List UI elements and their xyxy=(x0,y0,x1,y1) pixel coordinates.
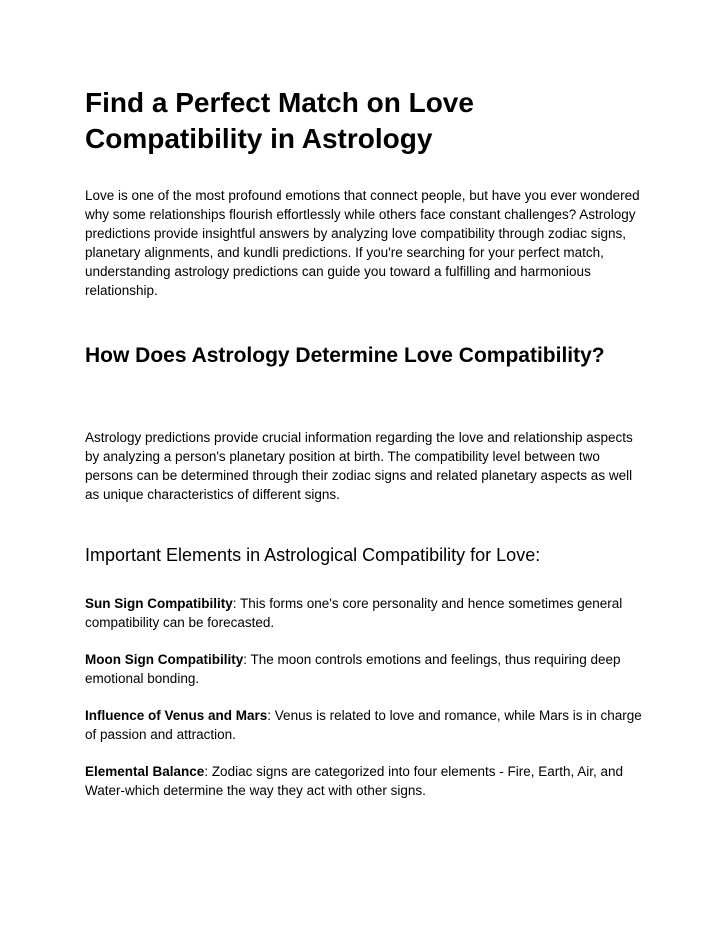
element-item-moon-sign xyxy=(85,650,645,688)
elements-subheading: Important Elements in Astrological Compatibility for Love: xyxy=(85,545,541,565)
element-description: : Zodiac signs are categorized into four elements - Fire, Earth, Air, and Water-which determine the way they act with other signs. xyxy=(85,764,624,798)
document-title: Find a Perfect Match on Love Compatibility in Astrology xyxy=(85,87,474,154)
element-item-sun-sign xyxy=(85,594,645,632)
element-term: Elemental Balance xyxy=(85,764,205,779)
section-heading: How Does Astrology Determine Love Compatibility? xyxy=(85,344,605,367)
element-description: : This forms one's core personality and hence sometimes general compatibility can be forecasted. xyxy=(85,596,623,630)
element-item-elemental-balance xyxy=(85,762,645,800)
section-paragraph: Astrology predictions provide crucial information regarding the love and relationship aspects by analyzing a person's planetary position at birth. The compatibility level between two persons can be determined through their zodiac signs and related planetary aspects as well as unique characteristics of different signs. xyxy=(85,430,633,502)
element-term: Influence of Venus and Mars xyxy=(85,708,268,723)
element-term: Sun Sign Compatibility xyxy=(85,596,233,611)
element-item-venus-mars xyxy=(85,706,645,744)
element-description: : The moon controls emotions and feelings, thus requiring deep emotional bonding. xyxy=(85,652,621,686)
element-description: : Venus is related to love and romance, while Mars is in charge of passion and attraction. xyxy=(85,708,642,742)
intro-paragraph: Love is one of the most profound emotions that connect people, but have you ever wondered why some relationships flourish effortlessly while others face constant challenges? Astrology predictions provide insightful answers by analyzing love compatibility through zodiac signs, planetary alignments, and kundli predictions. If you're searching for your perfect match, understanding astrology predictions can guide you toward a fulfilling and harmonious relationship. xyxy=(85,188,640,298)
element-term: Moon Sign Compatibility xyxy=(85,652,244,667)
